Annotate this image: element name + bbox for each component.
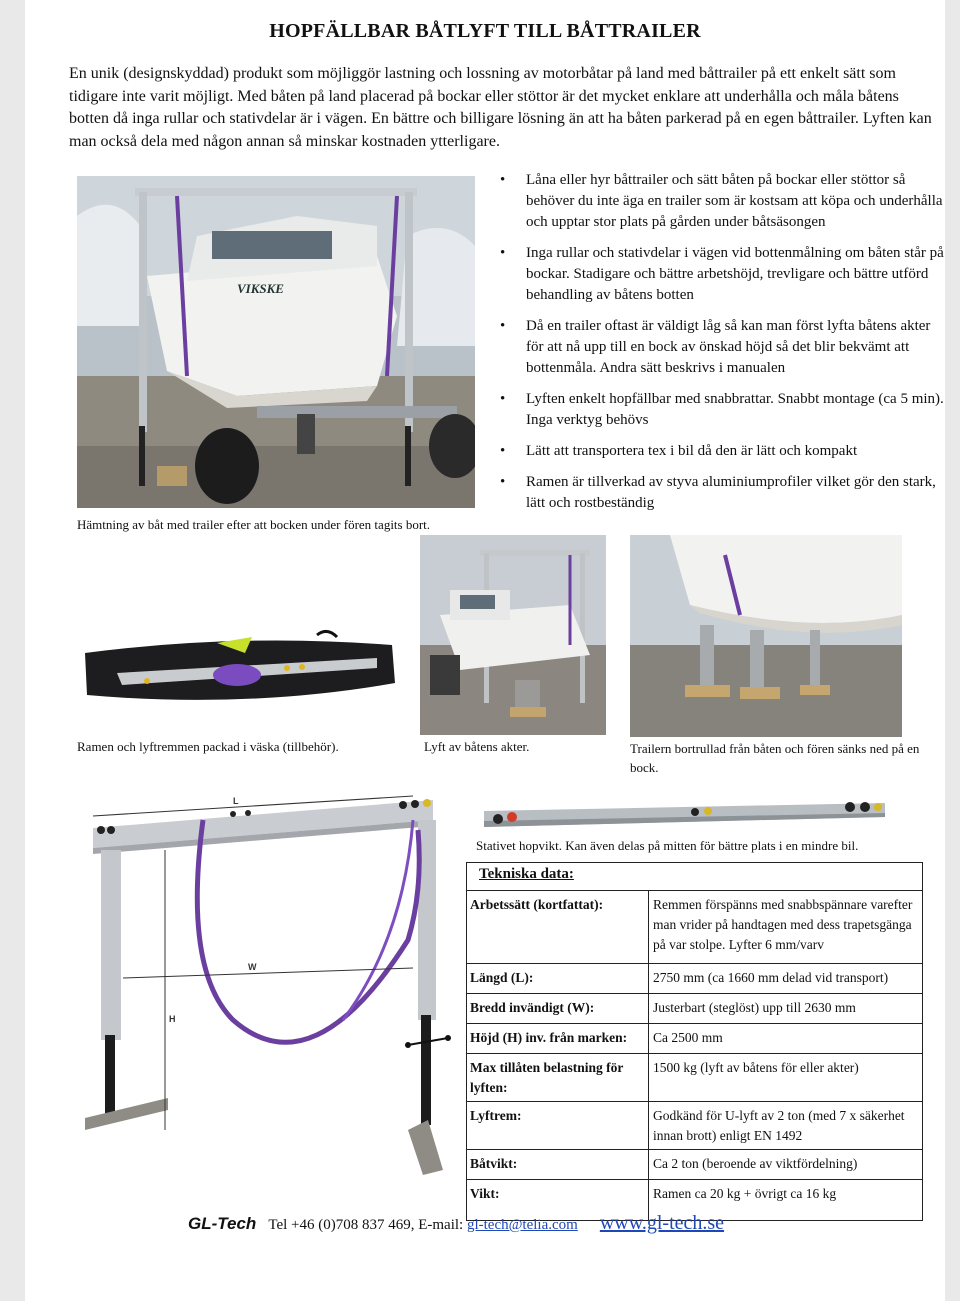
feature-list <box>497 170 947 524</box>
tech-row-value: Ramen ca 20 kg + övrigt ca 16 kg <box>653 1186 837 1201</box>
tech-row <box>467 1150 922 1180</box>
tech-row-value: Godkänd för U-lyft av 2 ton (med 7 x säkerhet innan brott) enligt EN 1492 <box>653 1108 905 1143</box>
tech-row <box>467 891 922 964</box>
folded-frame-photo <box>480 795 888 835</box>
tech-row <box>467 1024 922 1054</box>
tech-row-key: Båtvikt: <box>467 1150 649 1179</box>
tech-row-key: Arbetssätt (kortfattat): <box>467 891 649 963</box>
intro-paragraph: En unik (designskyddad) produkt som möjliggör lastning och lossning av motorbåtar på land med båttrailer på ett enkelt sätt som tidigare inte varit möjligt. Med båten på land placerad på bockar eller stöttor är det mycket enklare att underhålla och måla båtens botten då inga rullar och stativdelar är i vägen. En bättre och billigare lösning än att ha båten parkerad på en egen båttrailer. Lyften kan man också dela med någon annan så minskar kostnaden ytterligare. <box>69 65 932 150</box>
contact-text: Tel +46 (0)708 837 469, E-mail: <box>268 1217 467 1233</box>
main-photo-boat-on-trailer <box>77 176 475 508</box>
tech-row-value: 1500 kg (lyft av båtens för eller akter) <box>653 1060 859 1075</box>
tech-row-value: Remmen förspänns med snabbspännare varefter man vrider på handtagen med dess trapetsgänga på var stolpe. Lyfter 6 mm/varv <box>653 897 913 952</box>
feature-item: • Lyften enkelt hopfällbar med snabbrattar. Snabbt montage (ca 5 min). Inga verktyg behövs <box>497 389 947 431</box>
length-label: L <box>233 796 239 806</box>
tech-row-key: Max tillåten belastning för lyften: <box>467 1054 649 1101</box>
tech-row-key: Höjd (H) inv. från marken: <box>467 1024 649 1053</box>
tech-row-key: Bredd invändigt (W): <box>467 994 649 1023</box>
email-link[interactable]: gl-tech@telia.com <box>466 1217 578 1233</box>
tech-row-value: Ca 2500 mm <box>653 1030 723 1045</box>
technical-data-table <box>466 862 923 1221</box>
main-photo-caption: Hämtning av båt med trailer efter att bocken under fören tagits bort. <box>77 517 431 532</box>
tech-row-key: Längd (L): <box>467 964 649 993</box>
tech-row-value: Justerbart (steglöst) upp till 2630 mm <box>653 1000 856 1015</box>
bow-lowered-photo <box>630 535 902 737</box>
feature-item: • Ramen är tillverkad av styva aluminiumprofiler vilket gör den stark, lätt och rostbeständig <box>497 472 947 514</box>
feature-item: • Lätt att transportera tex i bil då den är lätt och kompakt <box>497 441 947 462</box>
tech-row <box>467 1054 922 1102</box>
technical-data-heading: Tekniska data: <box>467 863 922 891</box>
frame-diagram <box>83 790 453 1175</box>
contact-footer <box>188 1212 724 1235</box>
tech-row <box>467 1102 922 1150</box>
bow-lowered-caption: Trailern bortrullad från båten och fören sänks ned på en bock. <box>630 741 920 775</box>
bag-photo-caption: Ramen och lyftremmen packad i väska (tillbehör). <box>77 739 339 754</box>
tech-row-value: 2750 mm (ca 1660 mm delad vid transport) <box>653 970 889 985</box>
folded-frame-caption: Stativet hopvikt. Kan även delas på mitten för bättre plats i en mindre bil. <box>476 838 859 853</box>
width-label: W <box>248 962 257 972</box>
tech-row <box>467 994 922 1024</box>
document-page <box>25 0 945 1301</box>
svg-text:VIKSKE: VIKSKE <box>237 281 284 296</box>
stern-lift-caption: Lyft av båtens akter. <box>424 739 530 754</box>
feature-item: • Då en trailer oftast är väldigt låg så kan man först lyfta båtens akter för att nå upp till en bock av önskad höjd så det blir bekvämt att bottenmåla. Andra sätt beskrivs i manualen <box>497 316 947 379</box>
tech-row-key: Vikt: <box>467 1180 649 1220</box>
stern-lift-photo <box>420 535 606 735</box>
brand-name: GL-Tech <box>188 1214 257 1233</box>
feature-item: • Låna eller hyr båttrailer och sätt båten på bockar eller stöttor så behöver du inte äga en trailer som är kostsam att köpa och underhålla och upptar stor plats på gården under båtsäsongen <box>497 170 947 233</box>
tech-row-key: Lyftrem: <box>467 1102 649 1149</box>
bag-photo <box>77 623 399 715</box>
tech-row <box>467 964 922 994</box>
height-label: H <box>169 1014 176 1024</box>
website-link[interactable]: www.gl-tech.se <box>599 1212 725 1234</box>
feature-item: • Inga rullar och stativdelar i vägen vid bottenmålning om båten står på bockar. Stadigare och bättre arbetshöjd, trevligare och bättre utförd behandling av båtens botten <box>497 243 947 306</box>
tech-row-value: Ca 2 ton (beroende av viktfördelning) <box>653 1156 858 1171</box>
page-title: HOPFÄLLBAR BÅTLYFT TILL BÅTTRAILER <box>269 20 701 42</box>
